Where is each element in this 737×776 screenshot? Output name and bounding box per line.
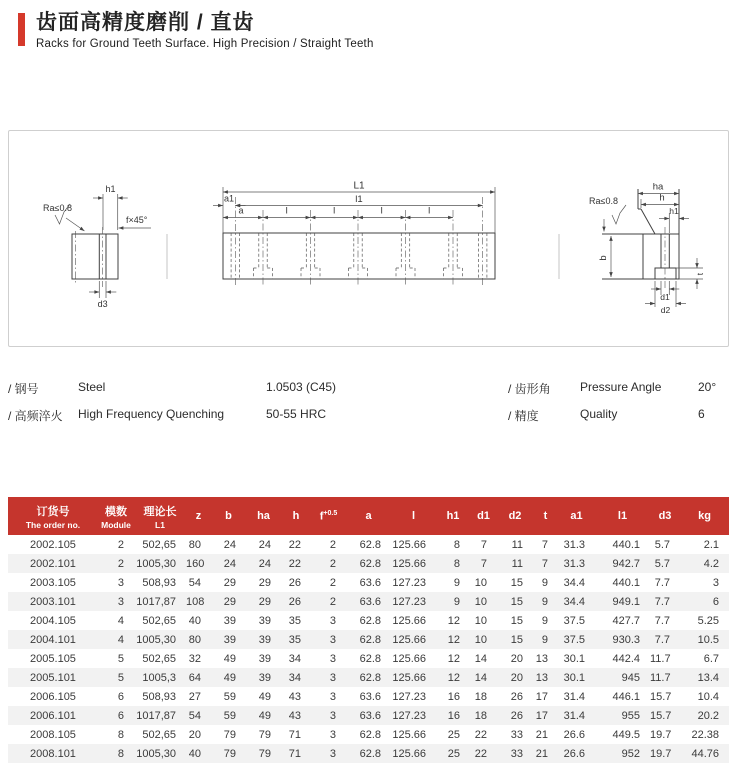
value-cell: 4	[117, 614, 124, 627]
table-row	[8, 744, 729, 763]
value-cell: 34.4	[563, 576, 585, 589]
page-subtitle: Racks for Ground Teeth Surface. High Precision / Straight Teeth	[36, 38, 374, 51]
value-cell: 930.3	[612, 633, 640, 646]
value-cell: 62.8	[359, 633, 381, 646]
left-view	[43, 184, 151, 309]
value-cell: 20.2	[697, 709, 719, 722]
value-cell: 15	[510, 633, 523, 646]
value-cell: 62.8	[359, 728, 381, 741]
value-cell: 15.7	[650, 709, 672, 722]
value-cell: 12	[447, 633, 460, 646]
value-cell: 125.66	[392, 671, 426, 684]
value-cell: 62.8	[359, 557, 381, 570]
dim-label-a1: a1	[223, 193, 235, 204]
value-cell: 22	[288, 557, 301, 570]
spec-value: 20°	[698, 380, 717, 394]
table-row	[8, 725, 729, 744]
value-cell: 15	[510, 595, 523, 608]
value-cell: 34	[288, 671, 301, 684]
value-cell: 20	[510, 652, 523, 665]
value-cell: 35	[288, 633, 301, 646]
value-cell: 3	[712, 576, 719, 589]
value-cell: 20	[510, 671, 523, 684]
dim-label-l: l	[333, 205, 336, 217]
value-cell: 13	[535, 652, 548, 665]
value-cell: 10	[474, 633, 487, 646]
value-cell: 26	[510, 709, 523, 722]
value-cell: 6	[117, 690, 124, 703]
dim-label-d2: d2	[660, 305, 671, 315]
dim-label-ha: ha	[652, 181, 664, 193]
value-cell: 1005,30	[136, 633, 176, 646]
value-cell: 125.66	[392, 652, 426, 665]
value-cell: 80	[188, 538, 201, 551]
value-cell: 127.23	[392, 576, 426, 589]
value-cell: 31.3	[563, 557, 585, 570]
column-header: h	[281, 497, 311, 535]
value-cell: 2	[329, 538, 336, 551]
order-no-cell: 2003.105	[30, 576, 76, 589]
value-cell: 40	[188, 747, 201, 760]
value-cell: 8	[453, 557, 460, 570]
value-cell: 13	[535, 671, 548, 684]
value-cell: 26.6	[563, 728, 585, 741]
technical-drawing-panel	[8, 130, 729, 347]
order-no-cell: 2005.101	[30, 671, 76, 684]
value-cell: 9	[541, 633, 548, 646]
order-no-cell: 2006.105	[30, 690, 76, 703]
value-cell: 15	[510, 576, 523, 589]
value-cell: 33	[510, 747, 523, 760]
value-cell: 40	[188, 614, 201, 627]
value-cell: 16	[447, 709, 460, 722]
value-cell: 125.66	[392, 633, 426, 646]
value-cell: 125.66	[392, 614, 426, 627]
value-cell: 440.1	[612, 576, 640, 589]
table-row	[8, 687, 729, 706]
value-cell: 29	[258, 576, 271, 589]
value-cell: 1005,30	[136, 557, 176, 570]
column-header: d3	[650, 497, 680, 535]
value-cell: 49	[258, 690, 271, 703]
value-cell: 34	[288, 652, 301, 665]
dim-label-d3: d3	[97, 299, 108, 309]
table-header	[8, 497, 729, 535]
value-cell: 79	[258, 747, 271, 760]
value-cell: 2	[117, 557, 124, 570]
order-no-cell: 2008.105	[30, 728, 76, 741]
value-cell: 7.7	[654, 614, 670, 627]
order-no-cell: 2005.105	[30, 652, 76, 665]
value-cell: 3	[329, 709, 336, 722]
order-no-cell: 2004.101	[30, 633, 76, 646]
value-cell: 449.5	[612, 728, 640, 741]
table-row	[8, 611, 729, 630]
spec-label-cn: / 钢号	[8, 382, 39, 396]
value-cell: 5	[117, 652, 124, 665]
value-cell: 26.6	[563, 747, 585, 760]
value-cell: 5.7	[654, 538, 670, 551]
value-cell: 27	[188, 690, 201, 703]
value-cell: 5.25	[697, 614, 719, 627]
value-cell: 502,65	[142, 538, 176, 551]
value-cell: 7.7	[654, 576, 670, 589]
column-header: z	[186, 497, 211, 535]
front-view	[213, 181, 495, 287]
value-cell: 79	[223, 728, 236, 741]
accent-bar	[18, 13, 25, 46]
value-cell: 12	[447, 671, 460, 684]
column-header: d2	[497, 497, 533, 535]
value-cell: 30.1	[563, 652, 585, 665]
value-cell: 15	[510, 614, 523, 627]
spec-value: 6	[698, 407, 705, 421]
value-cell: 54	[188, 709, 201, 722]
column-header: l	[391, 497, 436, 535]
column-header: 模数 Module	[98, 497, 134, 535]
value-cell: 79	[258, 728, 271, 741]
value-cell: 10	[474, 595, 487, 608]
dim-label-h1: h1	[669, 206, 679, 216]
value-cell: 25	[447, 728, 460, 741]
value-cell: 508,93	[142, 690, 176, 703]
value-cell: 62.8	[359, 652, 381, 665]
value-cell: 9	[453, 576, 460, 589]
value-cell: 440.1	[612, 538, 640, 551]
column-header: $f^{+0.5}$	[311, 497, 346, 535]
value-cell: 49	[223, 652, 236, 665]
column-header: 理论长 L1	[134, 497, 186, 535]
value-cell: 26	[288, 595, 301, 608]
value-cell: 24	[223, 557, 236, 570]
dim-label-t: t	[695, 272, 705, 276]
value-cell: 18	[474, 690, 487, 703]
dim-label-f45: f×45°	[126, 215, 148, 225]
column-header: kg	[680, 497, 729, 535]
value-cell: 7.7	[654, 633, 670, 646]
value-cell: 26	[510, 690, 523, 703]
spec-label-cn: / 齿形角	[508, 382, 551, 396]
value-cell: 9	[541, 614, 548, 627]
value-cell: 502,65	[142, 652, 176, 665]
value-cell: 3	[329, 671, 336, 684]
value-cell: 10.5	[697, 633, 719, 646]
value-cell: 1017,87	[136, 595, 176, 608]
value-cell: 3	[117, 576, 124, 589]
value-cell: 1017,87	[136, 709, 176, 722]
order-no-cell: 2003.101	[30, 595, 76, 608]
value-cell: 1005,3	[142, 671, 176, 684]
value-cell: 18	[474, 709, 487, 722]
value-cell: 3	[329, 652, 336, 665]
value-cell: 427.7	[612, 614, 640, 627]
column-header: d1	[470, 497, 497, 535]
value-cell: 54	[188, 576, 201, 589]
page-header	[18, 11, 374, 50]
value-cell: 502,65	[142, 614, 176, 627]
value-cell: 7	[541, 538, 548, 551]
roughness-label: Ra≤0.8	[589, 196, 618, 206]
dim-label-h: h	[659, 192, 665, 204]
value-cell: 125.66	[392, 538, 426, 551]
value-cell: 17	[535, 709, 548, 722]
value-cell: 7	[480, 557, 487, 570]
value-cell: 22	[288, 538, 301, 551]
value-cell: 44.76	[691, 747, 719, 760]
value-cell: 127.23	[392, 690, 426, 703]
value-cell: 8	[453, 538, 460, 551]
page-title: 齿面高精度磨削 / 直齿	[36, 11, 255, 34]
value-cell: 31.4	[563, 690, 585, 703]
value-cell: 37.5	[563, 633, 585, 646]
table-row	[8, 535, 729, 554]
value-cell: 2	[117, 538, 124, 551]
dim-label-L1: L1	[353, 180, 365, 192]
value-cell: 125.66	[392, 747, 426, 760]
value-cell: 945	[621, 671, 640, 684]
value-cell: 2	[329, 576, 336, 589]
value-cell: 62.8	[359, 747, 381, 760]
dim-label-d1: d1	[660, 292, 670, 302]
value-cell: 43	[288, 709, 301, 722]
spec-label-en: High Frequency Quenching	[78, 407, 225, 421]
value-cell: 442.4	[612, 652, 640, 665]
value-cell: 3	[329, 633, 336, 646]
value-cell: 64	[188, 671, 201, 684]
value-cell: 20	[188, 728, 201, 741]
value-cell: 125.66	[392, 728, 426, 741]
spec-label-en: Steel	[78, 380, 106, 394]
value-cell: 39	[258, 652, 271, 665]
value-cell: 6.7	[703, 652, 719, 665]
value-cell: 30.1	[563, 671, 585, 684]
value-cell: 11	[511, 538, 523, 551]
value-cell: 39	[258, 614, 271, 627]
value-cell: 5.7	[654, 557, 670, 570]
order-no-cell: 2004.105	[30, 614, 76, 627]
value-cell: 9	[541, 576, 548, 589]
value-cell: 43	[288, 690, 301, 703]
value-cell: 19.7	[650, 747, 672, 760]
value-cell: 955	[621, 709, 640, 722]
value-cell: 63.6	[359, 576, 381, 589]
table-row	[8, 554, 729, 573]
value-cell: 63.6	[359, 709, 381, 722]
value-cell: 49	[258, 709, 271, 722]
value-cell: 22	[474, 747, 487, 760]
spec-label-en: Pressure Angle	[580, 380, 662, 394]
value-cell: 19.7	[650, 728, 672, 741]
value-cell: 17	[535, 690, 548, 703]
value-cell: 6	[712, 595, 719, 608]
value-cell: 34.4	[563, 595, 585, 608]
spec-value: 50-55 HRC	[266, 407, 327, 421]
value-cell: 952	[621, 747, 640, 760]
value-cell: 6	[117, 709, 124, 722]
value-cell: 942.7	[612, 557, 640, 570]
value-cell: 62.8	[359, 538, 381, 551]
column-header: b	[211, 497, 246, 535]
value-cell: 3	[329, 614, 336, 627]
value-cell: 10.4	[697, 690, 719, 703]
dim-label-a: a	[238, 205, 244, 216]
value-cell: 446.1	[612, 690, 640, 703]
value-cell: 12	[447, 652, 460, 665]
roughness-label: Ra≤0.8	[43, 203, 72, 213]
dim-label-l: l	[380, 205, 383, 217]
value-cell: 7	[541, 557, 548, 570]
value-cell: 1005,30	[136, 747, 176, 760]
value-cell: 9	[541, 595, 548, 608]
column-header: h1	[436, 497, 470, 535]
value-cell: 37.5	[563, 614, 585, 627]
value-cell: 39	[258, 633, 271, 646]
dim-label-b: b	[598, 255, 609, 261]
table-row	[8, 649, 729, 668]
value-cell: 12	[447, 614, 460, 627]
column-header: a	[346, 497, 391, 535]
value-cell: 29	[223, 576, 236, 589]
table-row	[8, 573, 729, 592]
column-header: a1	[558, 497, 595, 535]
value-cell: 4	[117, 633, 124, 646]
column-header: 订货号 The order no.	[8, 497, 98, 535]
dim-label-l: l	[285, 205, 288, 217]
order-no-cell: 2002.105	[30, 538, 76, 551]
value-cell: 35	[288, 614, 301, 627]
order-no-cell: 2008.101	[30, 747, 76, 760]
value-cell: 21	[535, 747, 548, 760]
value-cell: 3	[117, 595, 124, 608]
value-cell: 502,65	[142, 728, 176, 741]
value-cell: 11.7	[650, 652, 671, 665]
value-cell: 2	[329, 595, 336, 608]
spec-label-cn: / 高频淬火	[8, 409, 63, 423]
value-cell: 2.1	[703, 538, 719, 551]
value-cell: 14	[474, 671, 487, 684]
value-cell: 125.66	[392, 557, 426, 570]
order-no-cell: 2002.101	[30, 557, 76, 570]
value-cell: 24	[258, 557, 271, 570]
value-cell: 8	[117, 728, 124, 741]
column-header: t	[533, 497, 558, 535]
value-cell: 13.4	[697, 671, 719, 684]
value-cell: 7	[480, 538, 487, 551]
value-cell: 127.23	[392, 595, 426, 608]
value-cell: 32	[188, 652, 201, 665]
order-no-cell: 2006.101	[30, 709, 76, 722]
value-cell: 4.2	[703, 557, 719, 570]
column-header: ha	[246, 497, 281, 535]
value-cell: 21	[535, 728, 548, 741]
value-cell: 31.4	[563, 709, 585, 722]
table-row	[8, 706, 729, 725]
value-cell: 14	[474, 652, 487, 665]
value-cell: 63.6	[359, 595, 381, 608]
dim-label-l1: l1	[355, 194, 363, 205]
table-body	[8, 535, 729, 763]
value-cell: 29	[258, 595, 271, 608]
value-cell: 10	[474, 614, 487, 627]
value-cell: 3	[329, 690, 336, 703]
column-header: l1	[595, 497, 650, 535]
dim-label-l: l	[428, 205, 431, 217]
value-cell: 71	[288, 747, 301, 760]
value-cell: 80	[188, 633, 201, 646]
table-row	[8, 668, 729, 687]
value-cell: 63.6	[359, 690, 381, 703]
value-cell: 11.7	[650, 671, 671, 684]
value-cell: 49	[223, 671, 236, 684]
value-cell: 508,93	[142, 576, 176, 589]
table-row	[8, 592, 729, 611]
value-cell: 59	[223, 690, 236, 703]
value-cell: 9	[453, 595, 460, 608]
value-cell: 25	[447, 747, 460, 760]
rack-table	[8, 497, 729, 763]
value-cell: 39	[258, 671, 271, 684]
value-cell: 8	[117, 747, 124, 760]
value-cell: 7.7	[654, 595, 670, 608]
value-cell: 39	[223, 633, 236, 646]
value-cell: 39	[223, 614, 236, 627]
value-cell: 2	[329, 557, 336, 570]
value-cell: 15.7	[650, 690, 672, 703]
table-row	[8, 630, 729, 649]
value-cell: 127.23	[392, 709, 426, 722]
value-cell: 33	[510, 728, 523, 741]
dim-label-h1: h1	[105, 184, 116, 194]
value-cell: 24	[258, 538, 271, 551]
value-cell: 11	[511, 557, 523, 570]
spec-value: 1.0503 (C45)	[266, 380, 337, 394]
value-cell: 949.1	[612, 595, 640, 608]
spec-label-en: Quality	[580, 407, 618, 421]
value-cell: 16	[447, 690, 460, 703]
value-cell: 5	[117, 671, 124, 684]
value-cell: 10	[474, 576, 487, 589]
value-cell: 62.8	[359, 614, 381, 627]
value-cell: 160	[186, 557, 205, 570]
spec-label-cn: / 精度	[508, 409, 539, 423]
value-cell: 22.38	[691, 728, 719, 741]
value-cell: 29	[223, 595, 236, 608]
side-view	[589, 182, 705, 316]
value-cell: 79	[223, 747, 236, 760]
value-cell: 62.8	[359, 671, 381, 684]
value-cell: 22	[474, 728, 487, 741]
technical-drawing	[9, 131, 728, 346]
value-cell: 59	[223, 709, 236, 722]
value-cell: 108	[186, 595, 205, 608]
value-cell: 24	[223, 538, 236, 551]
value-cell: 3	[329, 728, 336, 741]
value-cell: 26	[288, 576, 301, 589]
value-cell: 3	[329, 747, 336, 760]
value-cell: 71	[288, 728, 301, 741]
value-cell: 31.3	[563, 538, 585, 551]
